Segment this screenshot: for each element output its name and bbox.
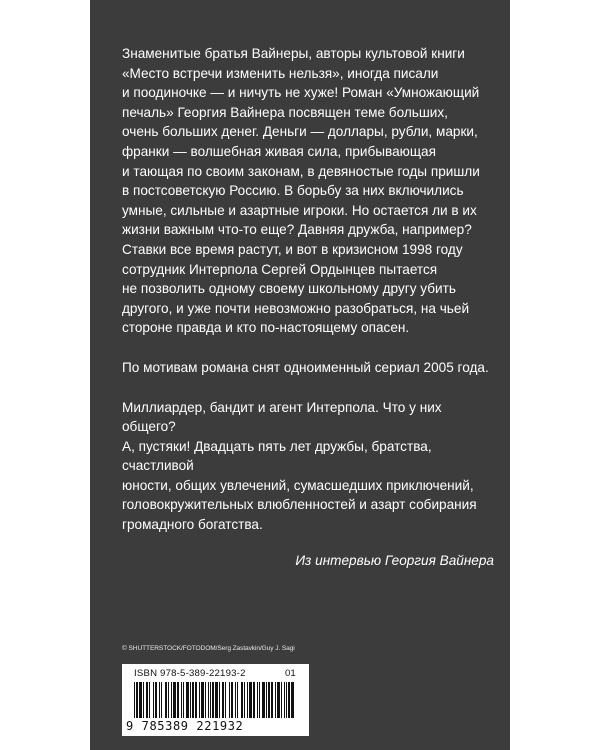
barcode-bar (208, 682, 209, 718)
barcode-bar (190, 682, 191, 718)
barcode-digits: 9 785389 221932 (126, 719, 244, 733)
barcode-bar (241, 682, 243, 718)
annotation-text (122, 44, 494, 570)
barcode-bar (291, 682, 294, 718)
barcode-bar (205, 682, 206, 718)
barcode-bar (222, 682, 224, 718)
barcode-bar (177, 682, 179, 718)
barcode-bar (253, 682, 255, 718)
annotation-paragraph-2: По мотивам романа снят одноименный сериал 2005 года. (122, 359, 489, 375)
barcode-bar (183, 682, 184, 718)
barcode-bar (192, 682, 194, 718)
barcode-bar (161, 682, 162, 718)
barcode-bar (284, 682, 285, 718)
book-back-cover (90, 0, 510, 750)
barcode-bar (201, 682, 204, 718)
annotation-paragraph-1: Знаменитые братья Вайнеры, авторы культовой книги «Место встречи изменить нельзя», иногда писали и поодиночке — и ничуть не хуже! Роман «Умножающий печаль» Георгия Вайнера посвящен теме больших, очень больших денег. Деньги — доллары, рубли, марки, франки — волшебная живая сила, прибывающая и тающая по своим законам, в девяностые годы пришли в постсоветскую Россию. В борьбу за них включились умные, сильные и азартные игроки. Но остается ли в их жизни важным что-то еще? Давняя дружба, например? Ставки все время растут, и вот в кризисном 1998 году сотрудник Интерпола Сергей Ордынцев пытается не позволить одному своему школьному другу убить другого, и уже почти невозможно разобраться, на чьей стороне правда и кто по-настоящему опасен. (122, 46, 480, 336)
barcode-bar (210, 682, 211, 718)
barcode-bar (134, 682, 135, 718)
barcode-bar (259, 682, 260, 718)
barcode-bar (229, 682, 230, 718)
barcode-bar (219, 682, 220, 718)
barcode-bar (215, 682, 218, 718)
isbn-barcode (122, 664, 309, 736)
barcode-bar (271, 682, 273, 718)
barcode-bar (155, 682, 157, 718)
barcode-bar (159, 682, 160, 718)
barcode-bar (237, 682, 238, 718)
barcode-bar (146, 682, 148, 718)
barcode-bar (231, 682, 233, 718)
barcode-bar (247, 682, 248, 718)
barcode-bar (286, 682, 287, 718)
barcode-bar (281, 682, 282, 718)
photo-credit: © SHUTTERSTOCK/FOTODOM/Serg Zastavkin/Guy J. Sagi (122, 645, 295, 652)
barcode-bar (225, 682, 226, 718)
barcode-bar (249, 682, 252, 718)
barcode-bars (134, 682, 294, 718)
barcode-bar (168, 682, 169, 718)
barcode-bar (262, 682, 265, 718)
barcode-bar (288, 682, 290, 718)
barcode-bar (244, 682, 245, 718)
barcode-bar (235, 682, 236, 718)
barcode-bar (136, 682, 138, 718)
barcode-bar (153, 682, 154, 718)
barcode-bar (186, 682, 189, 718)
barcode-bar (143, 682, 144, 718)
barcode-bar (266, 682, 267, 718)
barcode-bar (181, 682, 182, 718)
barcode-bar (165, 682, 167, 718)
barcode-bar (212, 682, 214, 718)
barcode-bar (171, 682, 172, 718)
isbn-label: ISBN 978-5-389-22193-2 (134, 668, 246, 679)
quote-attribution: Из интервью Георгия Вайнера (295, 552, 494, 568)
barcode-bar (275, 682, 276, 718)
barcode-bar (149, 682, 150, 718)
barcode-addon: 01 (285, 668, 296, 679)
barcode-bar (199, 682, 200, 718)
barcode-bar (277, 682, 280, 718)
annotation-paragraph-3: Миллиардер, бандит и агент Интерпола. Что у них общего? А, пустяки! Двадцать пять лет дружбы, братства, счастливой юности, общих увлечений, сумасшедших приключений, головокружительных влюбленностей и азарт собирания громадного богатства. (122, 399, 477, 533)
barcode-bar (195, 682, 197, 718)
barcode-bar (173, 682, 176, 718)
barcode-bar (268, 682, 270, 718)
barcode-bar (257, 682, 258, 718)
barcode-bar (139, 682, 142, 718)
